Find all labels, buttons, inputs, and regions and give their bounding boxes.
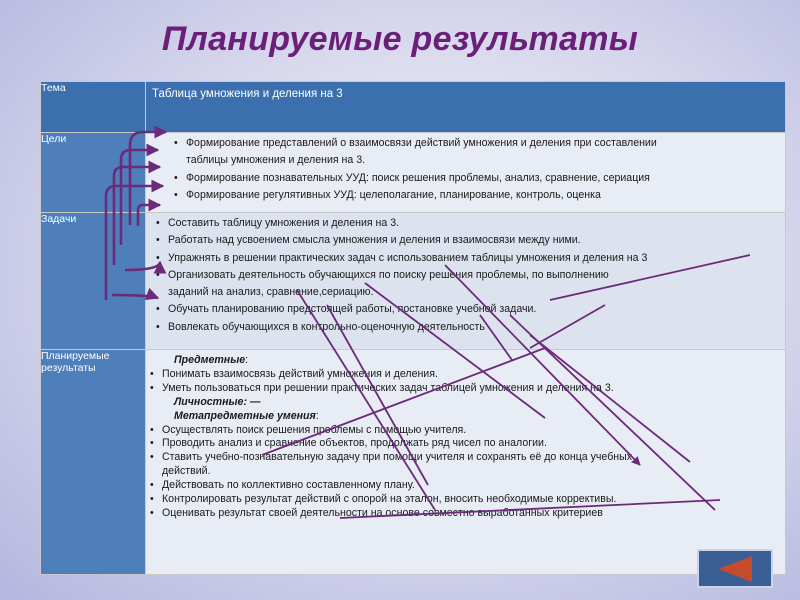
goals-label: Цели (41, 133, 146, 213)
meta-result-item-continued: действий. (162, 465, 211, 478)
subject-results-header: Предметные: (174, 354, 249, 366)
goal-item: • Формирование представлений о взаимосвязи действий умножения и деления при составлении (174, 135, 779, 152)
bullet: • (156, 320, 160, 333)
bullet: • (150, 451, 154, 464)
topic-value: Таблица умножения и деления на 3 (146, 82, 786, 133)
bullet: • (150, 423, 154, 436)
bullet: • (174, 137, 178, 149)
tasks-label: Задачи (41, 213, 146, 350)
bullet: • (150, 479, 154, 492)
meta-result-item: • Контролировать результат действий с опорой на эталон, вносить необходимые коррективы. (150, 493, 617, 506)
personal-results-header: Личностные: — (174, 395, 261, 408)
results-label: Планируемые результаты (41, 350, 146, 575)
task-item: • Составить таблицу умножения и деления на 3. (156, 215, 779, 232)
bullet: • (156, 303, 160, 316)
meta-result-item: • Оценивать результат своей деятельности на основе совместно выработанных критериев (150, 506, 603, 519)
bullet: • (150, 506, 154, 519)
subject-result-item: • Понимать взаимосвязь действий умножения и деления. (150, 367, 438, 380)
bullet: • (156, 251, 160, 264)
task-item-continued: заданий на анализ, сравнение,сериацию. (168, 286, 374, 299)
bullet: • (174, 188, 178, 201)
goals-content (146, 133, 786, 213)
tasks-row (41, 213, 786, 350)
task-item: • Обучать планированию предстоящей работы, постановке учебной задачи. (156, 301, 779, 318)
plan-table (40, 81, 786, 575)
tasks-content (146, 213, 786, 350)
bullet: • (150, 493, 154, 506)
bullet: • (156, 217, 160, 229)
meta-results-header: Метапредметные умения: (174, 409, 319, 422)
topic-row (41, 82, 786, 133)
task-item: • Организовать деятельность обучающихся по поиску решения проблемы, по выполнению (156, 267, 779, 284)
meta-result-item: • Действовать по коллективно составленному плану. (150, 479, 415, 492)
subject-result-item: • Уметь пользоваться при решении практических задач таблицей умножения и деления на 3. (150, 381, 614, 394)
topic-label: Тема (41, 82, 146, 133)
meta-result-item: • Проводить анализ и сравнение объектов, продолжать ряд чисел по аналогии. (150, 437, 547, 450)
results-content (146, 350, 786, 575)
meta-result-item: • Осуществлять поиск решения проблемы с помощью учителя. (150, 423, 467, 436)
goal-item-continued: таблицы умножения и деления на 3. (186, 154, 366, 167)
bullet: • (150, 437, 154, 450)
back-arrow-icon (712, 554, 758, 584)
goals-row (41, 133, 786, 213)
task-item: • Упражнять в решении практических задач с использованием таблицы умножения и деления на 3 (156, 250, 779, 267)
meta-result-item: • Ставить учебно-познавательную задачу при помощи учителя и сохранять её до конца учебных (150, 451, 633, 464)
bullet: • (174, 171, 178, 184)
goal-item: • Формирование регулятивных УУД: целеполагание, планирование, контроль, оценка (174, 187, 779, 204)
bullet: • (156, 268, 160, 281)
slide-title: Планируемые результаты (161, 20, 639, 58)
bullet: • (156, 234, 160, 247)
back-button[interactable] (697, 549, 773, 588)
bullet: • (150, 381, 154, 394)
bullet: • (150, 367, 154, 380)
task-item: • Работать над усвоением смысла умножения и деления и взаимосвязи между ними. (156, 232, 779, 249)
goal-item: • Формирование познавательных УУД: поиск решения проблемы, анализ, сравнение, сериация (174, 170, 779, 187)
task-item: • Вовлекать обучающихся в контрольно-оценочную деятельность (156, 319, 779, 336)
results-row (41, 350, 786, 575)
